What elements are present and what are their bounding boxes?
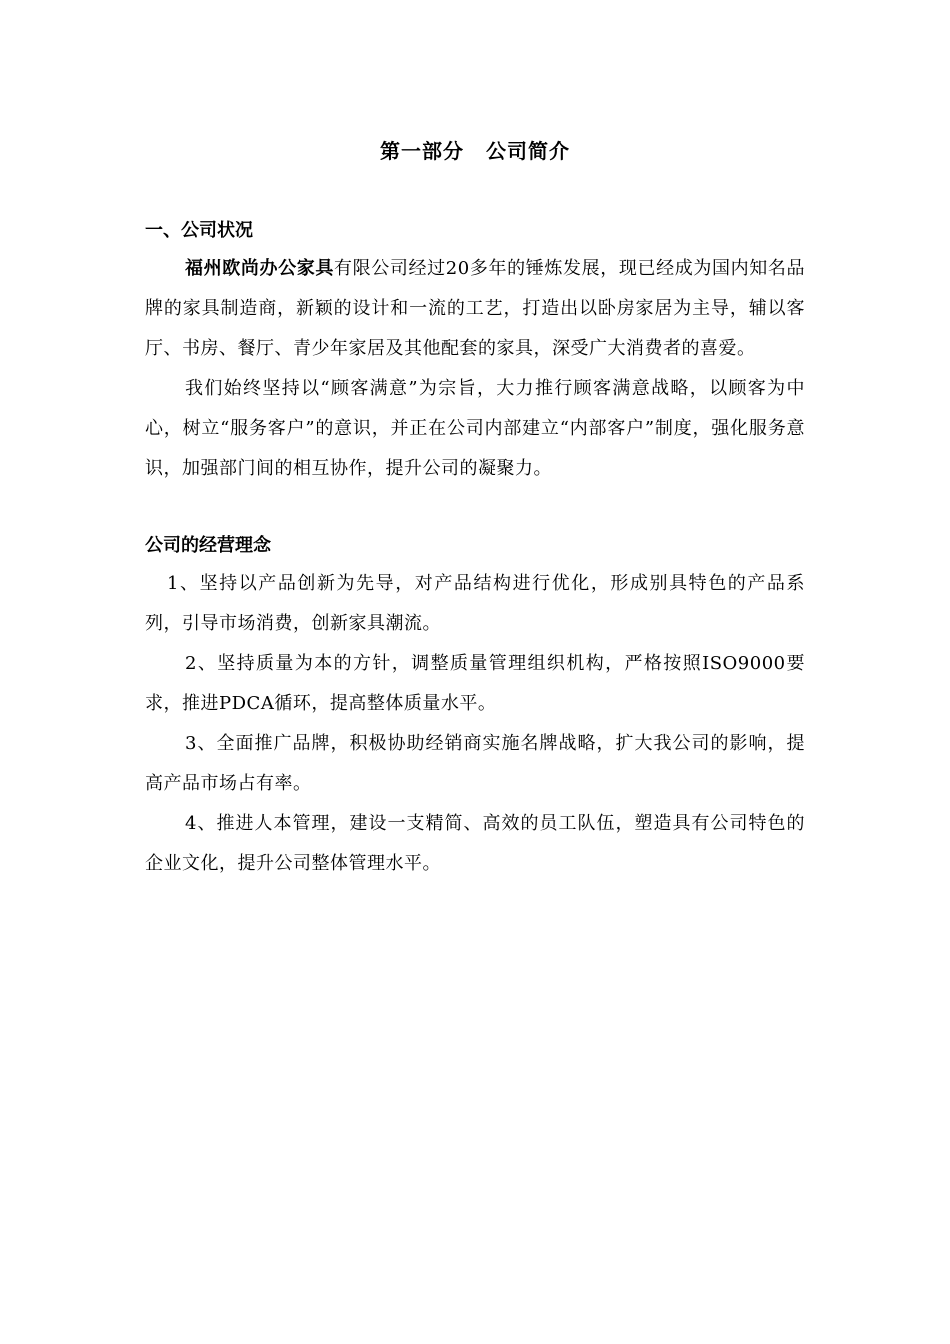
title-part-number: 第一部分 <box>380 139 464 163</box>
title-part-name: 公司简介 <box>486 139 570 163</box>
company-status-paragraph-1 <box>145 249 805 369</box>
document-content <box>145 128 805 884</box>
philosophy-item-1: 1、坚持以产品创新为先导，对产品结构进行优化，形成别具特色的产品系列，引导市场消费，创新家具潮流。 <box>145 573 805 634</box>
section-heading-company-status: 一、公司状况 <box>145 220 253 241</box>
philosophy-item-2: 2、坚持质量为本的方针，调整质量管理组织机构，严格按照ISO9000要求，推进PDCA循环，提高整体质量水平。 <box>145 653 805 714</box>
company-name: 福州欧尚办公家具 <box>185 258 335 279</box>
company-status-paragraph-1-text: 有限公司经过20多年的锤炼发展，现已经成为国内知名品牌的家具制造商，新颖的设计和一流的工艺，打造出以卧房家居为主导，辅以客厅、书房、餐厅、青少年家居及其他配套的家具，深受广大消费者的喜爱。 <box>145 258 806 359</box>
company-status-paragraph-2: 我们始终坚持以“顾客满意”为宗旨，大力推行顾客满意战略，以顾客为中心，树立“服务客户”的意识，并正在公司内部建立“内部客户”制度，强化服务意识，加强部门间的相互协作，提升公司的凝聚力。 <box>145 378 805 479</box>
section-heading-business-philosophy: 公司的经营理念 <box>145 535 271 556</box>
page-title <box>145 128 805 174</box>
philosophy-item-3: 3、全面推广品牌，积极协助经销商实施名牌战略，扩大我公司的影响，提高产品市场占有率。 <box>145 733 805 794</box>
philosophy-item-4: 4、推进人本管理，建设一支精简、高效的员工队伍，塑造具有公司特色的企业文化，提升公司整体管理水平。 <box>145 813 805 874</box>
